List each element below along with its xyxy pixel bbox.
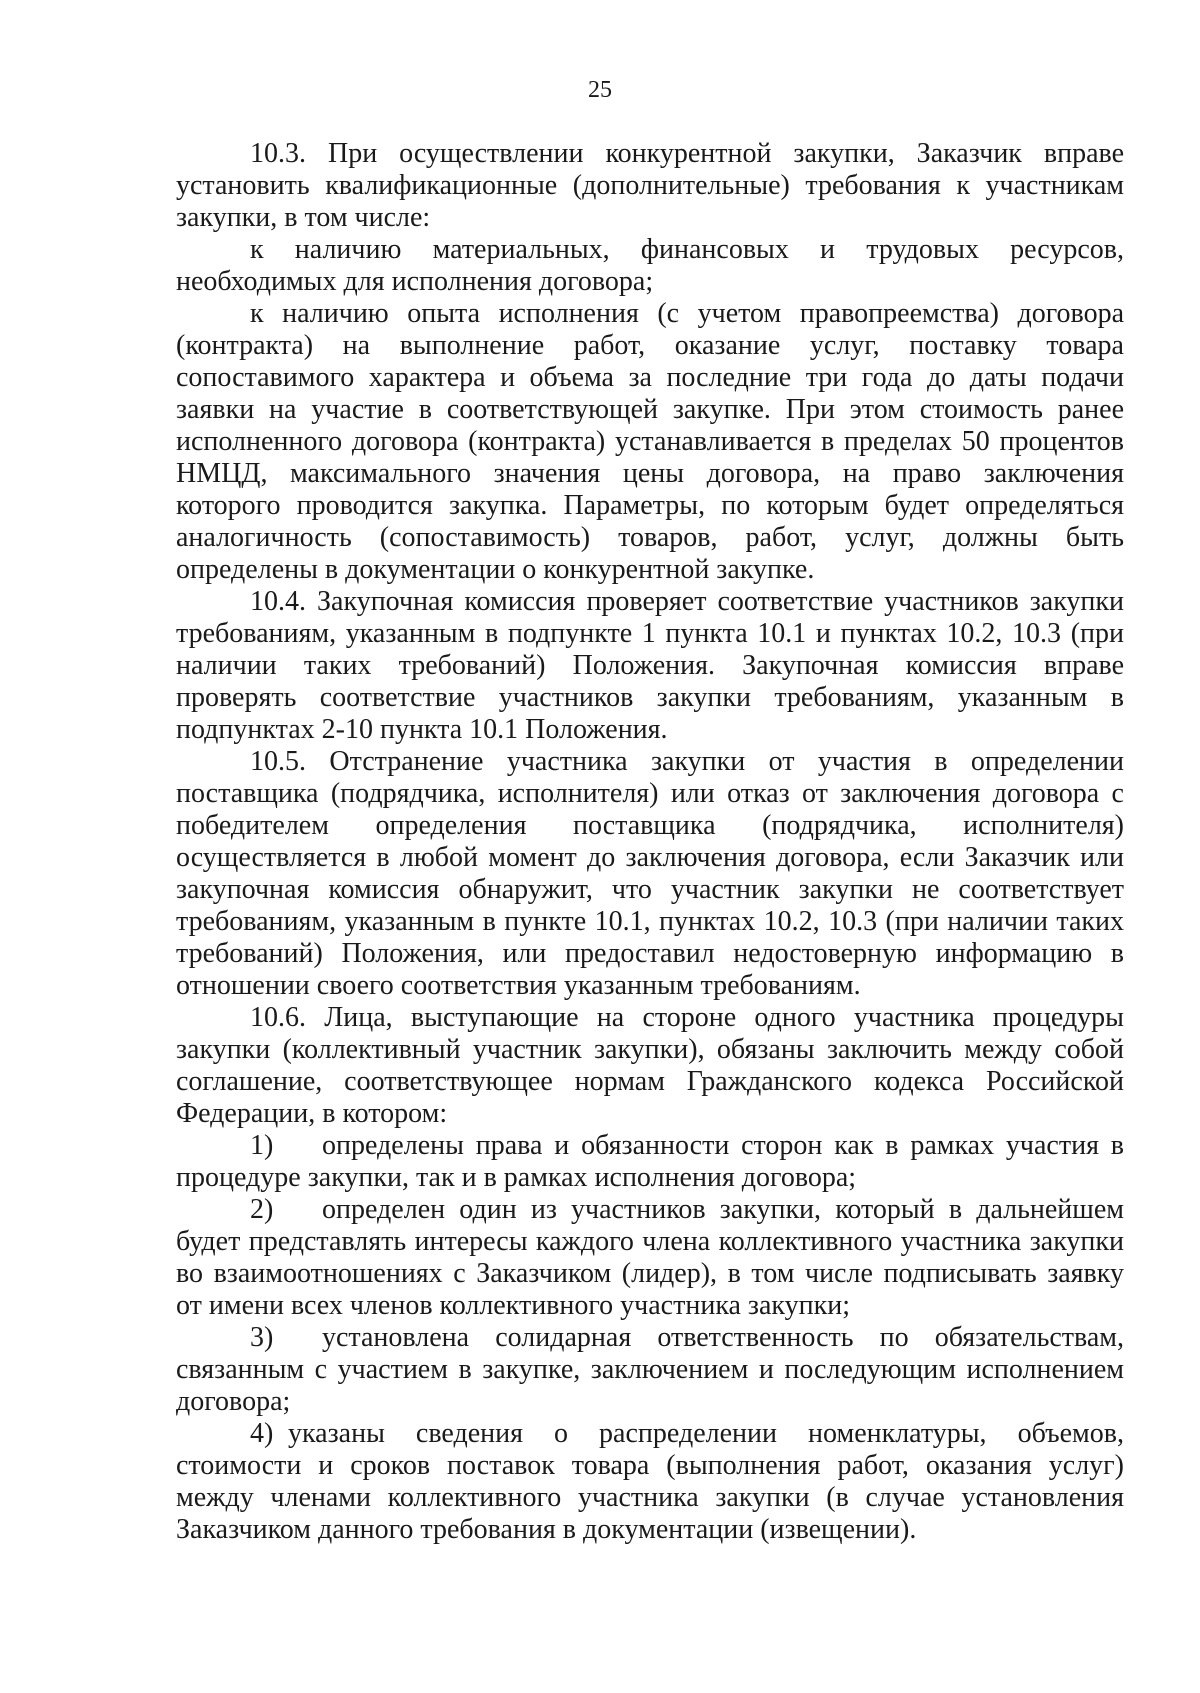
list-item-number: 1) <box>250 1130 274 1161</box>
list-item <box>176 1418 1124 1546</box>
paragraph-10-3: 10.3. При осуществлении конкурентной закупки, Заказчик вправе установить квалификационные (дополнительные) требования к участникам закупки, в том числе: <box>176 138 1124 233</box>
paragraph-10-3-resources: к наличию материальных, финансовых и трудовых ресурсов, необходимых для исполнения договора; <box>176 234 1124 297</box>
list-item-number: 2) <box>250 1194 274 1225</box>
paragraph-10-5: 10.5. Отстранение участника закупки от участия в определении поставщика (подрядчика, исполнителя) или отказ от заключения договора с победителем определения поставщика (подрядчика, исполнителя) осуществляется в любой момент до заключения договора, если Заказчик или закупочная комиссия обнаружит, что участник закупки не соответствует требованиям, указанным в пункте 10.1, пунктах 10.2, 10.3 (при наличии таких требований) Положения, или предоставил недостоверную информацию в отношении своего соответствия указанным требованиям. <box>176 746 1124 1001</box>
paragraph-10-3-experience: к наличию опыта исполнения (с учетом правопреемства) договора (контракта) на выполнение работ, оказание услуг, поставку товара сопоставимого характера и объема за последние три года до даты подачи заявки на участие в соответствующей закупке. При этом стоимость ранее исполненного договора (контракта) устанавливается в пределах 50 процентов НМЦД, максимального значения цены договора, на право заключения которого проводится закупка. Параметры, по которым будет определяться аналогичность (сопоставимость) товаров, работ, услуг, должны быть определены в документации о конкурентной закупке. <box>176 298 1124 585</box>
list-item-text: определен один из участников закупки, который в дальнейшем будет представлять интересы каждого члена коллективного участника закупки во взаимоотношениях с Заказчиком (лидер), в том числе подписывать заявку от имени всех членов коллективного участника закупки; <box>176 1194 1124 1321</box>
list-item-text: указаны сведения о распределении номенклатуры, объемов, стоимости и сроков поставок товара (выполнения работ, оказания услуг) между членами коллективного участника закупки (в случае установления Заказчиком данного требования в документации (извещении). <box>176 1418 1124 1545</box>
paragraph-10-6: 10.6. Лица, выступающие на стороне одного участника процедуры закупки (коллективный участник закупки), обязаны заключить между собой соглашение, соответствующее нормам Гражданского кодекса Российской Федерации, в котором: <box>176 1002 1124 1129</box>
list-item-number: 4) <box>250 1418 274 1449</box>
list-item-text: определены права и обязанности сторон как в рамках участия в процедуре закупки, так и в рамках исполнения договора; <box>176 1130 1124 1193</box>
list-item <box>176 1194 1124 1322</box>
page-number: 25 <box>588 77 612 103</box>
list-item <box>176 1130 1124 1194</box>
list-item-number: 3) <box>250 1322 274 1353</box>
document-body <box>176 138 1124 1546</box>
paragraph-10-4: 10.4. Закупочная комиссия проверяет соответствие участников закупки требованиям, указанным в подпункте 1 пункта 10.1 и пунктах 10.2, 10.3 (при наличии таких требований) Положения. Закупочная комиссия вправе проверять соответствие участников закупки требованиям, указанным в подпунктах 2-10 пункта 10.1 Положения. <box>176 586 1124 745</box>
list-item-text: установлена солидарная ответственность по обязательствам, связанным с участием в закупке, заключением и последующим исполнением договора; <box>176 1322 1124 1417</box>
list-item <box>176 1322 1124 1418</box>
